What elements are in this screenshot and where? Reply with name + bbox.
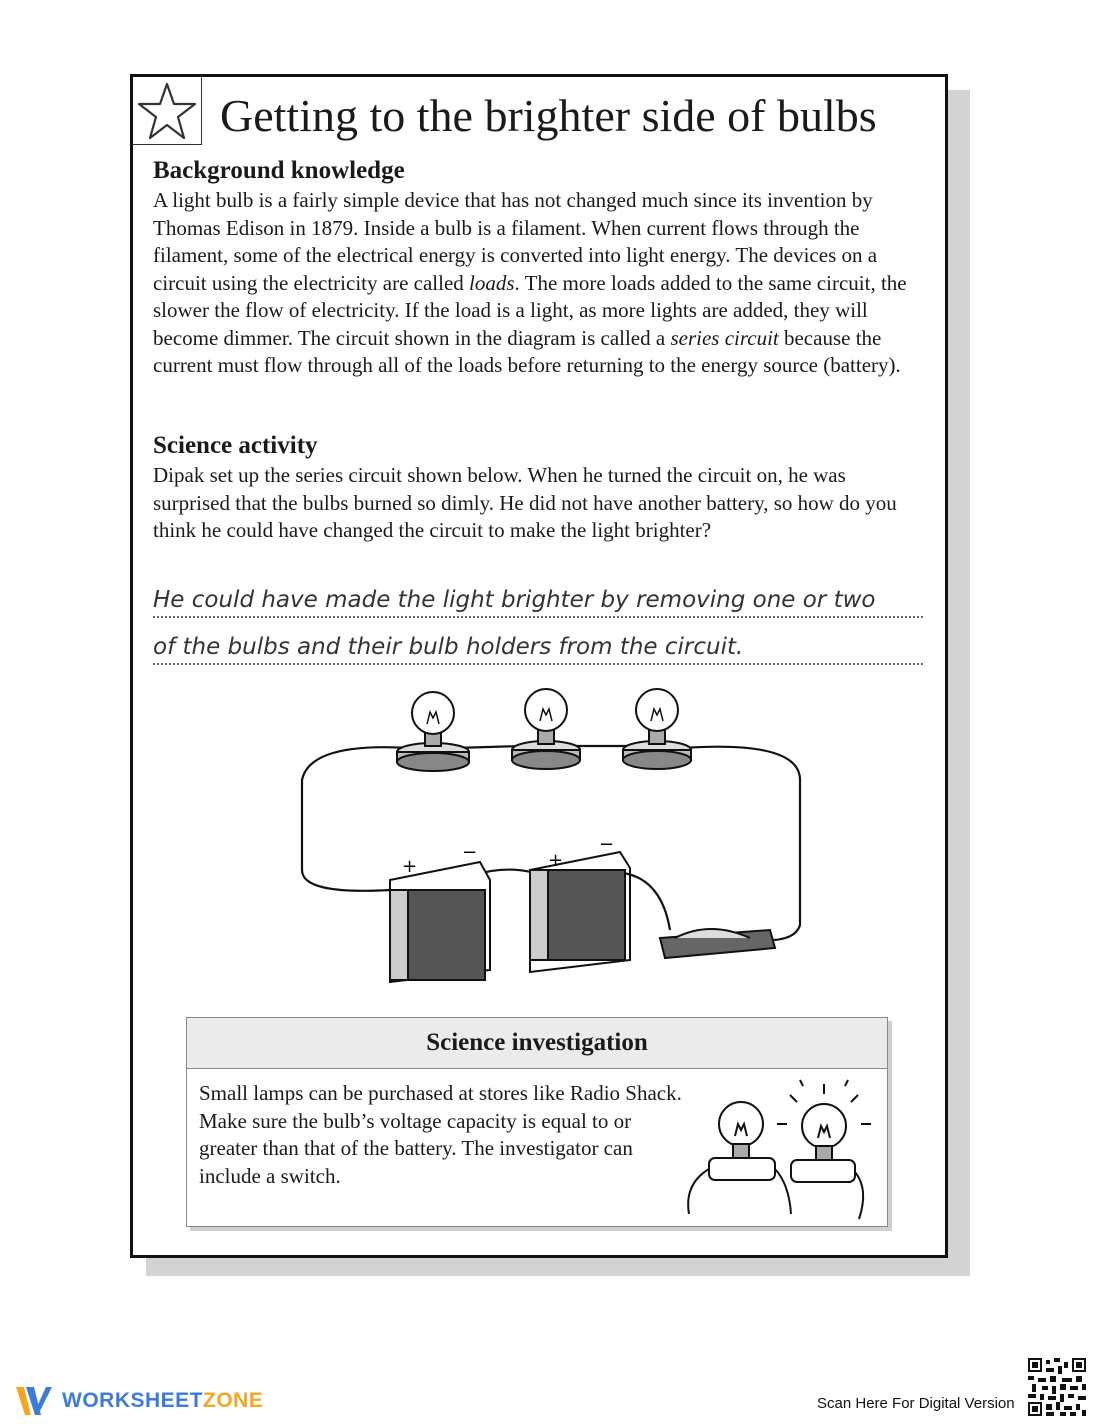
bulb-group xyxy=(397,689,691,771)
wire-right xyxy=(682,747,800,941)
star-icon-box xyxy=(132,77,202,145)
wire-left xyxy=(302,747,410,891)
activity-paragraph: Dipak set up the series circuit shown below. When he turned the circuit on, he was surprised that the bulbs burned so dimly. He did not have another battery, so how do you think he could have changed the circuit to make the light brighter? xyxy=(153,463,897,542)
logo-text xyxy=(62,1389,263,1413)
battery-1-plus: + xyxy=(402,856,418,877)
w-logo-icon xyxy=(14,1383,56,1419)
worksheetzone-logo[interactable] xyxy=(14,1381,263,1421)
background-paragraph xyxy=(153,187,928,380)
logo-text-zone: ZONE xyxy=(203,1389,264,1412)
background-text-1: A light bulb is a fairly simple device that has not changed much since its invention by Thomas Edison in 1879. Inside a bulb is a filament. When current flows through the filament, some of the electrical energy is converted into light energy. The devices on a circuit using the electricity are called xyxy=(153,188,878,295)
battery-2-plus: + xyxy=(548,850,564,871)
series-circuit-diagram xyxy=(290,680,810,990)
battery-2-minus: − xyxy=(599,834,615,855)
star-icon xyxy=(136,80,198,142)
term-series-circuit: series circuit xyxy=(670,325,779,350)
activity-heading: Science activity xyxy=(153,432,318,459)
battery-group xyxy=(390,852,775,982)
circuit-illustration xyxy=(290,680,810,990)
investigation-heading: Science investigation xyxy=(187,1018,887,1069)
page-title: Getting to the brighter side of bulbs xyxy=(220,90,877,141)
scan-caption: Scan Here For Digital Version xyxy=(817,1395,1015,1412)
term-loads: loads xyxy=(469,270,515,295)
logo-text-worksheet: WORKSHEET xyxy=(62,1389,203,1412)
answer-line-2[interactable]: of the bulbs and their bulb holders from the circuit. xyxy=(153,633,923,665)
lamps-illustration xyxy=(679,1074,879,1224)
answer-line-1[interactable]: He could have made the light brighter by removing one or two xyxy=(153,586,923,618)
investigation-text: Small lamps can be purchased at stores like Radio Shack. Make sure the bulb’s voltage capacity is equal to or greater than that of the battery. The investigator can include a switch. xyxy=(199,1081,682,1188)
science-investigation-box xyxy=(186,1017,888,1227)
background-text-2: . The more loads added to the same circuit, the slower the flow of electricity. If the load is a light, as more lights are added, they will become dimmer. The circuit shown in the diagram is called a xyxy=(153,270,907,350)
qr-code-icon[interactable] xyxy=(1028,1358,1086,1416)
background-text-3: because the current must flow through all of the loads before returning to the energy source (battery). xyxy=(153,325,901,377)
battery-1-minus: − xyxy=(462,842,478,863)
background-heading: Background knowledge xyxy=(153,157,405,184)
